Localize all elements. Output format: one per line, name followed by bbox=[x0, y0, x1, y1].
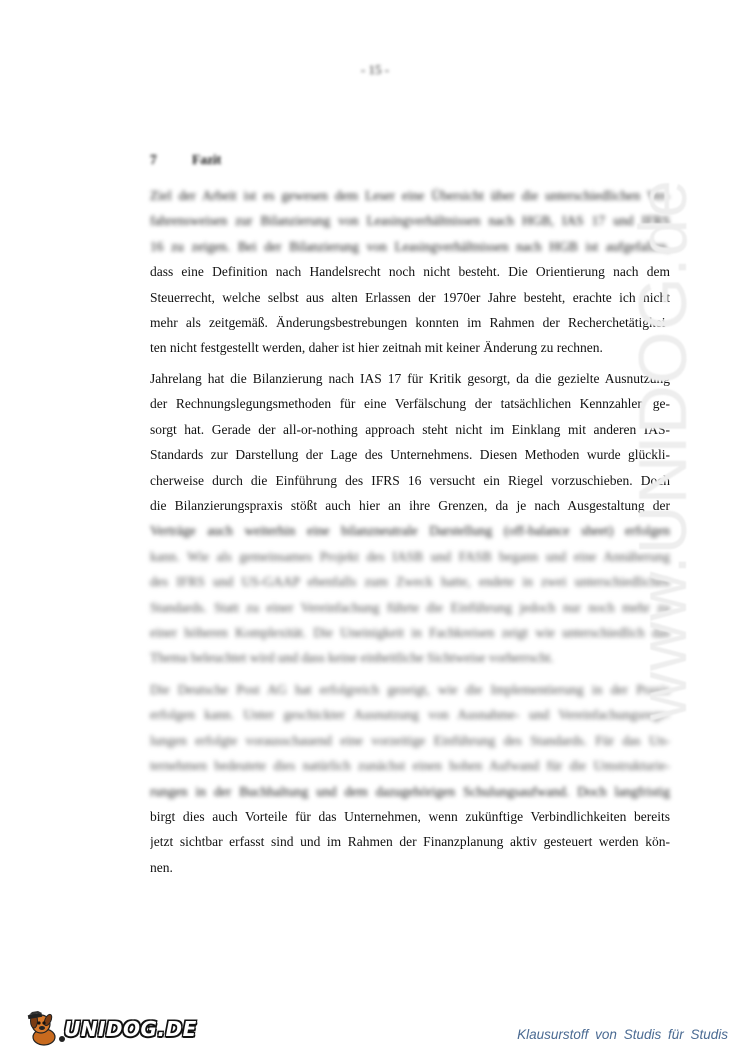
text-line: jetzt sichtbar erfasst sind und im Rahmen der Finanzplanung aktiv gesteuert werden kön- bbox=[150, 834, 670, 850]
text-line: Steuerrecht, welche selbst aus alten Erlassen der 1970er Jahre besteht, erachte ich nicht bbox=[150, 289, 670, 305]
footer-tagline: Klausurstoff von Studis für Studis bbox=[517, 1027, 728, 1042]
text-line: rungen in der Buchhaltung und dem dazugehörigen Schulungsaufwand. Doch langfristig bbox=[150, 783, 670, 799]
text-line: sorgt hat. Gerade der all-or-nothing approach steht nicht im Einklang mit anderen IAS- bbox=[150, 421, 670, 437]
text-line: mehr als zeitgemäß. Änderungsbestrebungen konnten im Rahmen der Recherchetätigkei- bbox=[150, 314, 670, 330]
text-line: Jahrelang hat die Bilanzierung nach IAS 17 für Kritik gesorgt, da die gezielte Ausnutzung bbox=[150, 371, 670, 386]
paragraph-3 bbox=[150, 677, 670, 880]
text-line: 16 zu zeigen. Bei der Bilanzierung von Leasingverhältnissen nach HGB ist aufgefallen, bbox=[150, 238, 670, 254]
page-number: - 15 - bbox=[360, 62, 390, 77]
text-line: kann. Wie als gemeinsames Projekt des IASB und FASB begann und eine Annäherung bbox=[150, 548, 670, 564]
text-line: cherweise durch die Einführung des IFRS 16 versucht ein Riegel vorzuschieben. Doch bbox=[150, 472, 670, 488]
paragraph-1 bbox=[150, 183, 670, 361]
text-line: nen. bbox=[150, 859, 173, 875]
section-title: Fazit bbox=[192, 152, 222, 167]
text-line: Standards. Statt zu einer Vereinfachung führte die Einführung jedoch nur noch mehr zu bbox=[150, 599, 670, 615]
text-line: fahrensweisen zur Bilanzierung von Leasingverhältnissen nach HGB, IAS 17 und IFRS bbox=[150, 213, 670, 229]
text-line: lungen erfolgte vorausschauend eine vorzeitige Einführung des Standards. Für das Un- bbox=[150, 732, 670, 748]
text-line: Verträge auch weiterhin eine bilanzneutrale Darstellung (off-balance sheet) erfolgen bbox=[150, 523, 670, 539]
logo-text: UNIDOG.DE bbox=[64, 1017, 197, 1041]
text-line: Standards zur Darstellung der Lage des Unternehmens. Diesen Methoden wurde glückli- bbox=[150, 447, 670, 463]
paragraph-2 bbox=[150, 366, 670, 671]
unidog-logo[interactable] bbox=[26, 1011, 197, 1047]
text-line: der Rechnungslegungsmethoden für eine Verfälschung der tatsächlichen Kennzahlen ge- bbox=[150, 396, 670, 412]
text-line: einer höheren Komplexität. Die Uneinigkeit in Fachkreisen zeigt wie unterschiedlich das bbox=[150, 624, 670, 640]
dog-icon bbox=[26, 1011, 68, 1047]
text-line: des IFRS und US-GAAP ebenfalls zum Zweck hatte, endete in zwei unterschiedlichen bbox=[150, 574, 670, 590]
watermark: www.UNIDOG.de bbox=[625, 179, 701, 721]
text-line: ternehmen bedeutete dies natürlich zunächst einen hohen Aufwand für die Umstrukturie- bbox=[150, 758, 670, 774]
text-line: Thema beleuchtet wird und dass keine einheitliche Sichtweise vorherrscht. bbox=[150, 650, 554, 666]
text-line: dass eine Definition nach Handelsrecht noch nicht besteht. Die Orientierung nach dem bbox=[150, 264, 670, 280]
text-line: Ziel der Arbeit ist es gewesen dem Leser eine Übersicht über die unterschiedlichen Ver- bbox=[150, 188, 670, 203]
section-number: 7 bbox=[150, 152, 157, 167]
text-line: ten nicht festgestellt werden, daher ist hier zeitnah mit keiner Änderung zu rechnen. bbox=[150, 340, 603, 356]
text-line: Die Deutsche Post AG hat erfolgreich gezeigt, wie die Implementierung in der Praxis bbox=[150, 682, 670, 697]
text-line: birgt dies auch Vorteile für das Unternehmen, wenn zukünftige Verbindlichkeiten bereits bbox=[150, 808, 670, 824]
text-line: erfolgen kann. Unter geschickter Ausnutzung von Ausnahme- und Vereinfachungsrege- bbox=[150, 707, 670, 723]
text-line: die Bilanzierungspraxis stößt auch hier an ihre Grenzen, da je nach Ausgestaltung der bbox=[150, 497, 670, 513]
section-heading bbox=[150, 152, 670, 168]
